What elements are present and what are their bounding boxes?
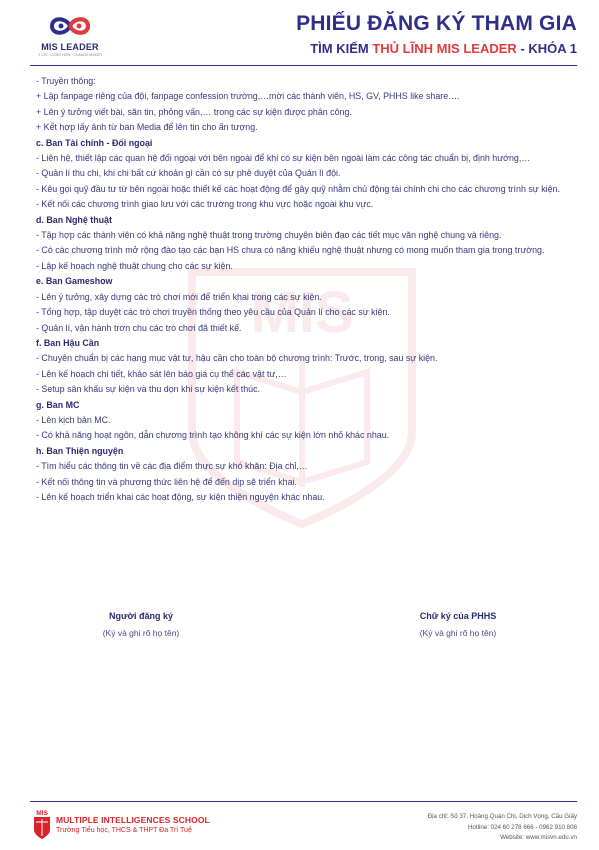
body-line: - Kết nối các chương trình giao lưu với các trường trong khu vực hoặc ngoài khu vực. <box>36 199 374 210</box>
section-heading-logistics: f. Ban Hậu Cần <box>36 337 100 348</box>
school-shield-icon <box>32 808 52 840</box>
contact-info <box>428 812 577 844</box>
footer-divider <box>30 801 577 802</box>
school-name: MULTIPLE INTELLIGENCES SCHOOL <box>56 815 210 825</box>
school-subtitle: Trường Tiểu học, THCS & THPT Đa Trí Tuệ <box>56 827 192 834</box>
body-line: - Truyền thông: <box>36 76 96 86</box>
body-line: - Quản lí, vận hành trơn chu các trò chơi đã thiết kế. <box>36 322 242 333</box>
body-line: - Chuyên chuẩn bị các hạng mục vật tư, hậu cần cho toàn bộ chương trình: Trước, trong, sau sự kiện. <box>36 353 438 364</box>
body-line: - Kết nối thông tin và phương thức liên hệ để đến dịp sẽ triển khai. <box>36 476 297 487</box>
body-line: - Kêu gọi quỹ đầu tư từ bên ngoài hoặc thiết kế các hoạt động để gây quỹ nhằm chủ động tài chính chi cho các chương trình sự kiện. <box>36 183 560 194</box>
body-line: + Lên ý tưởng viết bài, săn tin, phỏng vấn,… trong các sự kiện được phân công. <box>36 106 352 117</box>
parent-signature-note: (Ký và ghi rõ họ tên) <box>419 628 497 638</box>
section-heading-finance: c. Ban Tài chính - Đối ngoại <box>36 137 153 148</box>
body-line: - Tập hợp các thành viên có khả năng nghệ thuật trong trường chuyên biên đạo các tiết mục văn nghệ chung và riêng. <box>36 230 502 241</box>
subtitle-suffix: - KHÓA 1 <box>516 41 577 56</box>
section-heading-charity: h. Ban Thiện nguyện <box>36 445 124 456</box>
body-line: - Tổng hợp, tập duyệt các trò chơi truyền thống theo yêu cầu của Quản lí cho các sự kiện. <box>36 307 390 318</box>
body-line: - Quản lí thu chi, khi chi bất cứ khoản gì cần có sự phê duyệt của Quản lí đội. <box>36 168 341 179</box>
contact-hotline: Hotline: 024 60 278 666 - 0962 910 808 <box>467 823 577 831</box>
mis-leader-logo <box>30 10 110 60</box>
body-line: - Có khả năng hoạt ngôn, dẫn chương trình tạo không khí các sự kiện lớn nhỏ khác nhau. <box>36 430 390 441</box>
role-description-body <box>36 74 576 505</box>
logo-text: MIS LEADER <box>41 42 99 52</box>
body-line: - Liên hệ, thiết lập các quan hệ đối ngoại với bên ngoài để khi có sự kiện bên ngoài làm các công tác chuẩn bị, định hướng,… <box>36 153 531 164</box>
subtitle-highlight: THỦ LĨNH MIS LEADER <box>372 41 517 56</box>
registrant-signature-block <box>61 611 221 638</box>
body-line: - Setup sân khấu sự kiện và thu dọn khi sự kiện kết thúc. <box>36 384 261 395</box>
body-line: - Lập kế hoạch nghệ thuật chung cho các sự kiện. <box>36 260 233 271</box>
registrant-signature-title: Người đăng ký <box>109 611 173 621</box>
logo-tagline: Ý CHÍ · CỐNG HIẾN · CHANGE MAKER <box>38 53 102 57</box>
section-heading-gameshow: e. Ban Gameshow <box>36 276 113 287</box>
contact-address: Địa chỉ: Số 37, Hoàng Quán Chi, Dịch Vọng, Cầu Giấy <box>427 813 577 820</box>
parent-signature-block <box>378 611 538 638</box>
section-heading-mc: g. Ban MC <box>36 399 80 410</box>
body-line: - Lên kế hoạch triển khai các hoạt động, sự kiện thiện nguyện khác nhau. <box>36 491 325 502</box>
parent-signature-title: Chữ ký của PHHS <box>419 611 497 621</box>
body-line: - Lên kịch bản MC. <box>36 414 111 425</box>
body-line: + Kết hợp lấy ảnh từ ban Media để lên tin cho ấn tượng. <box>36 122 258 133</box>
header-divider <box>30 65 577 66</box>
body-line: - Có các chương trình mở rộng đào tạo các bạn HS chưa có năng khiếu nghệ thuật nhưng có mong muốn tham gia trong trường. <box>36 245 545 256</box>
contact-website: Website: www.misvn.edu.vn <box>500 834 577 841</box>
body-line: - Lên ý tưởng, xây dựng các trò chơi mới để triển khai trong các sự kiện. <box>36 291 322 302</box>
svg-text:MIS: MIS <box>250 280 354 345</box>
body-line: + Lập fanpage riêng của đội, fanpage confession trường,…mời các thành viên, HS, GV, PHHS like share…. <box>36 91 460 102</box>
subtitle-prefix: TÌM KIẾM <box>310 41 373 56</box>
section-heading-arts: d. Ban Nghệ thuật <box>36 214 112 225</box>
page-subtitle <box>310 41 577 56</box>
page-title: PHIẾU ĐĂNG KÝ THAM GIA <box>296 12 577 35</box>
infinity-logo-icon <box>30 10 110 42</box>
body-line: - Tìm hiểu các thông tin về các địa điểm thực sự khó khăn: Địa chỉ,… <box>36 461 308 472</box>
body-line: - Lên kế hoạch chi tiết, khảo sát lên báo giá cụ thể các vật tư,… <box>36 368 287 379</box>
registrant-signature-note: (Ký và ghi rõ họ tên) <box>102 628 180 638</box>
school-logo-text: MIS <box>36 810 48 817</box>
